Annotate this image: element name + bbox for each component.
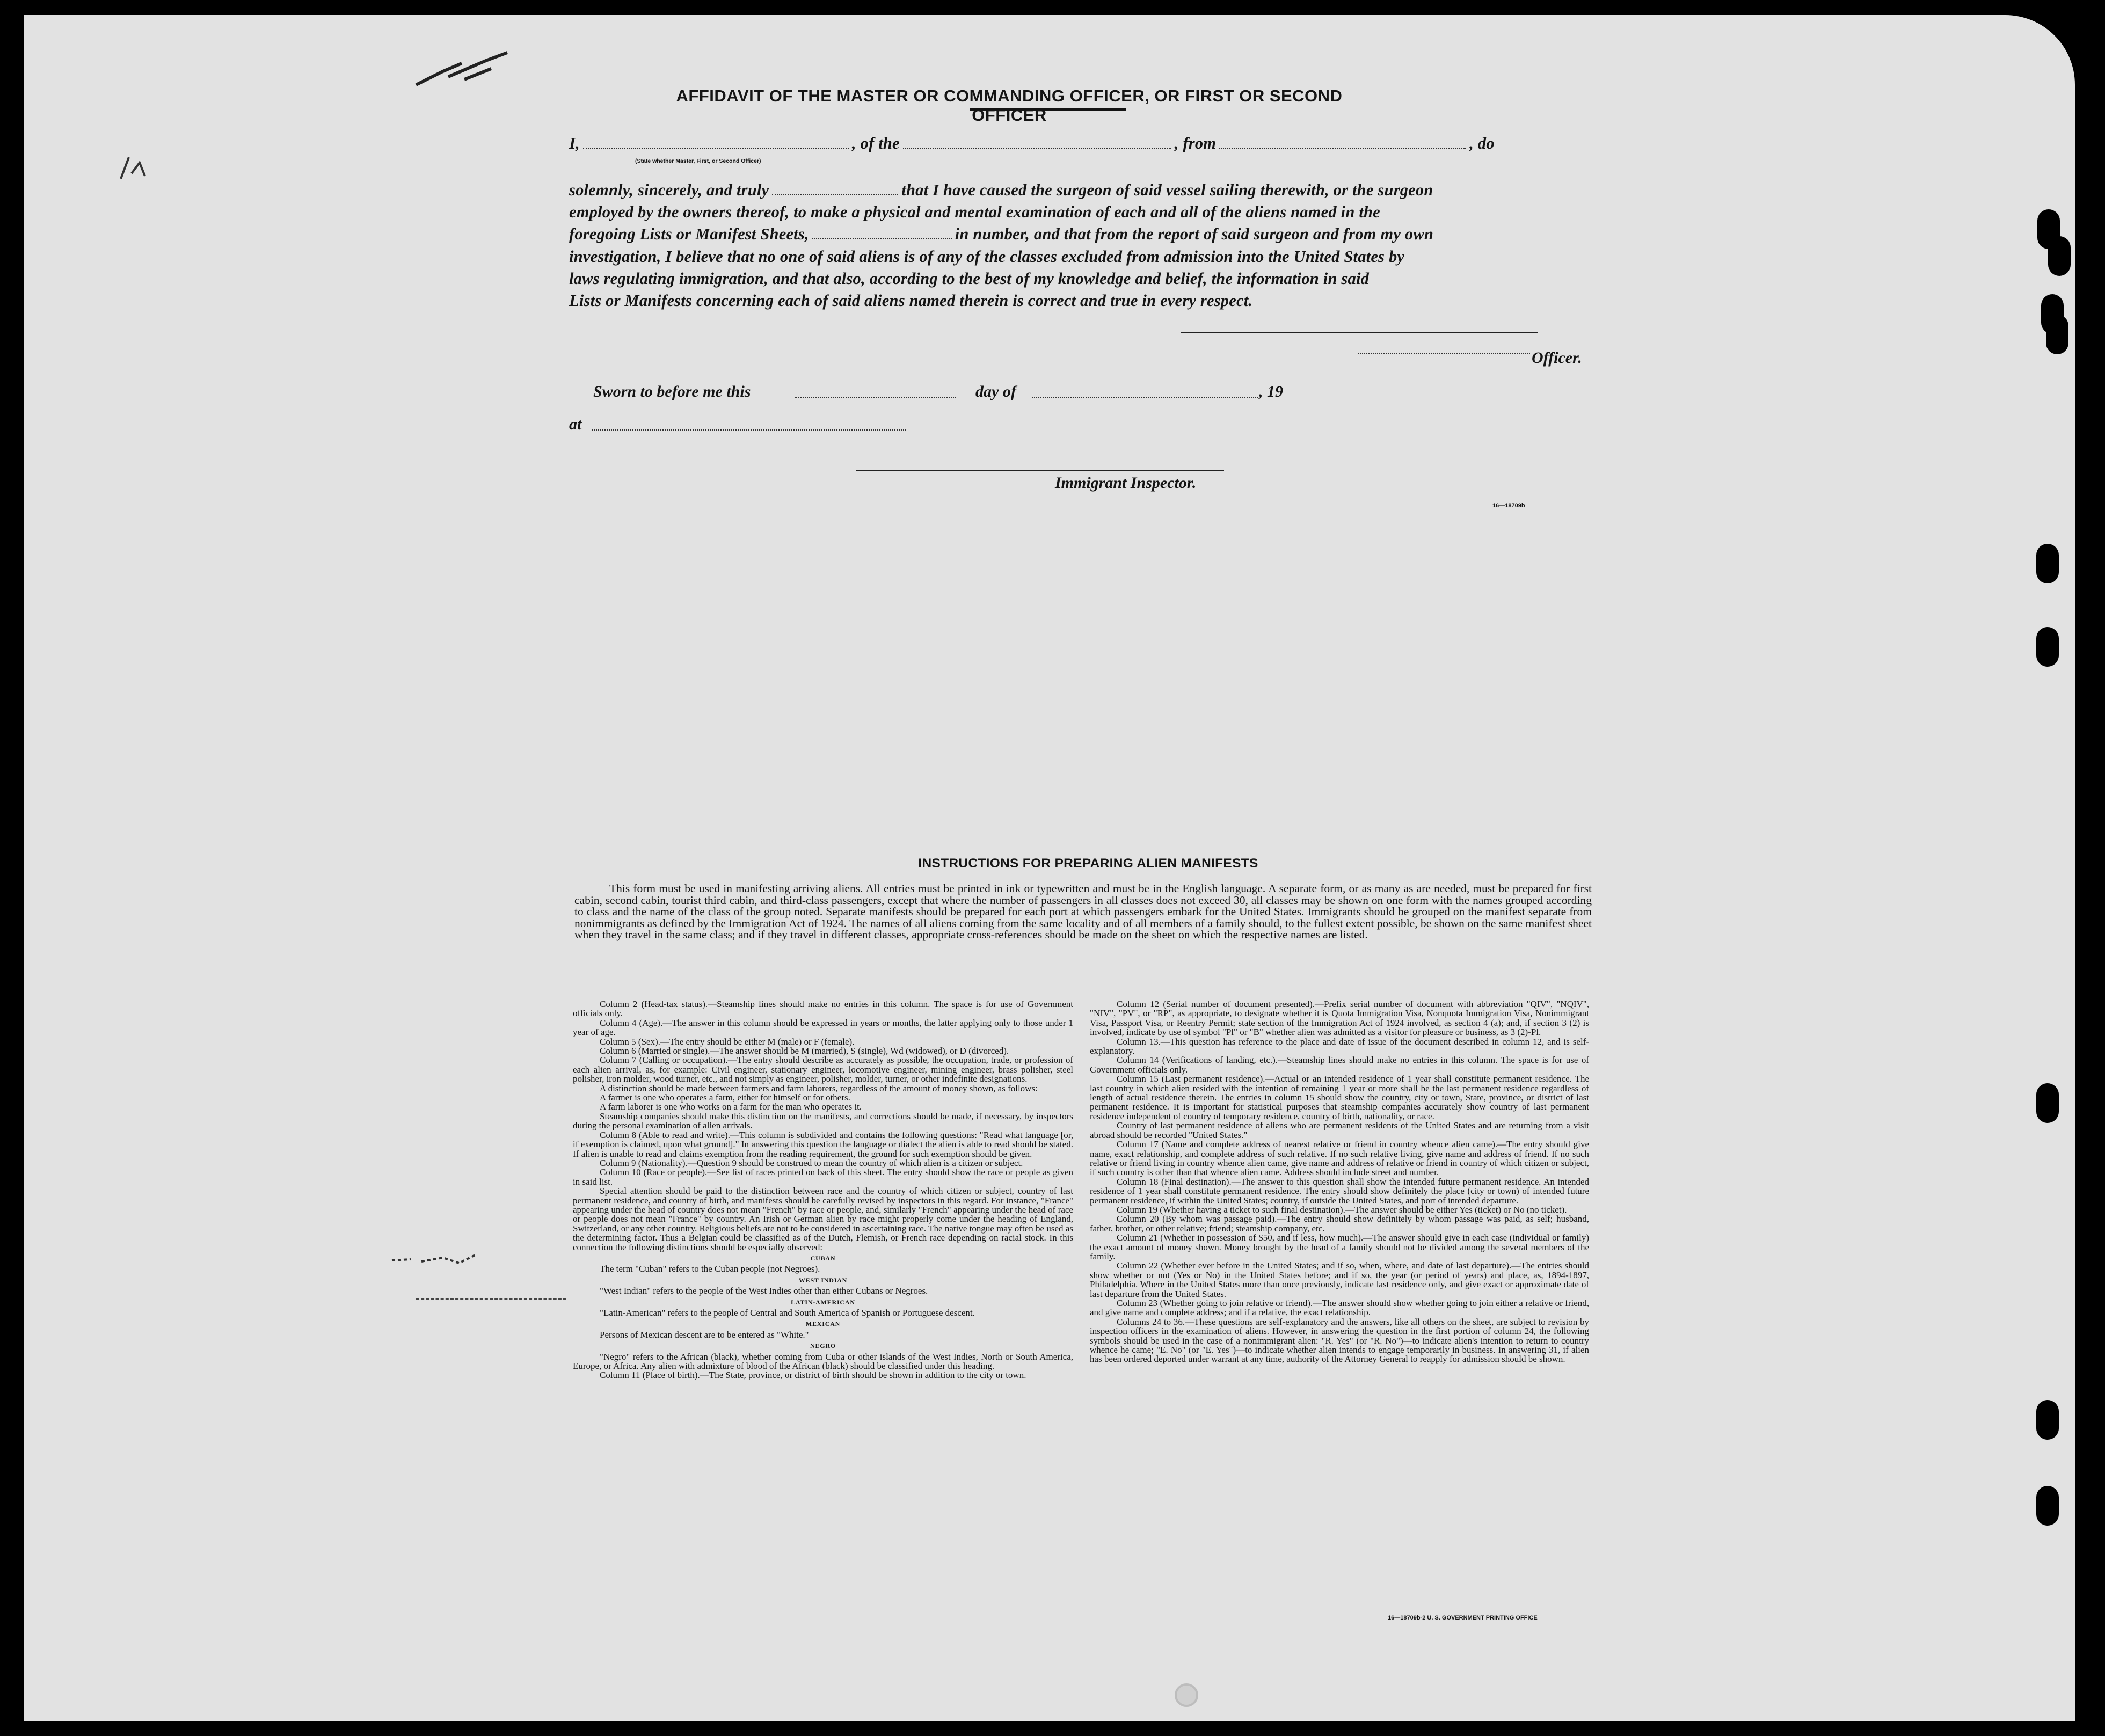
affidavit-of-the: , of the bbox=[851, 134, 900, 152]
affidavit-line-6: laws regulating immigration, and that also, according to the best of my knowledge and belief, the information in said bbox=[569, 269, 1370, 288]
affidavit-line-3: employed by the owners thereof, to make a physical and mental examination of each and all of the aliens named in the bbox=[569, 203, 1380, 221]
instruction-paragraph: "Latin-American" refers to the people of Central and South America of Spanish or Portuguese descent. bbox=[600, 1308, 975, 1318]
year-label: , 19 bbox=[1259, 383, 1283, 400]
instruction-paragraph: Columns 24 to 36.—These questions are self-explanatory and the answers, like all others on the sheet, are subject to revision by inspection officers in the examination of aliens. However, in answering the question in the first portion of column 24, the following symbols should be used in the case of a nonimmigrant alien: "R. Yes" (or "R. No")—to indicate alien's intention to return to country whence he came; "E. No" (or "E. Yes")—to indicate whether alien intends to engage temporarily in business. In answering 31, if alien has been ordered deported under warrant at any time, authority of the Attorney General to reapply for admission should be shown. bbox=[1090, 1316, 1589, 1365]
subheading-mexican: MEXICAN bbox=[805, 1320, 841, 1328]
instruction-paragraph: A farm laborer is one who works on a farm for the man who operates it. bbox=[600, 1102, 862, 1112]
officer-rank-field[interactable] bbox=[1358, 353, 1530, 354]
punch-hole bbox=[2036, 544, 2059, 583]
instruction-paragraph: Column 9 (Nationality).—Question 9 should be construed to mean the country of which alien is a citizen or subject. bbox=[600, 1157, 1023, 1168]
punch-hole bbox=[2036, 1486, 2059, 1526]
affidavit-line-5: investigation, I believe that no one of said aliens is of any of the classes excluded from admission into the United States by bbox=[569, 247, 1405, 266]
punch-hole bbox=[2036, 627, 2059, 667]
subheading-negro: NEGRO bbox=[810, 1342, 836, 1350]
pencil-mark bbox=[416, 1298, 566, 1300]
affidavit-text: that I have caused the surgeon of said vessel sailing therewith, or the surgeon bbox=[901, 181, 1433, 199]
day-field[interactable] bbox=[795, 397, 956, 398]
instruction-paragraph: Special attention should be paid to the distinction between race and the country of which citizen or subject, country of last permanent residence, and country of birth, and manifests should be carefully revised by inspectors in this regard. For instance, "France" appearing under the head of country does not mean "French" by race or people, and, similarly "French" appearing under the head of race or people does not mean "France" by country. An Irish or German alien by race might properly come under the heading of England, Switzerland, or any other country. Religious beliefs are not to be considered in ascertaining race. The native tongue may often be used as the determining factor. Thus a Belgian could be classified as of the Dutch, Flemish, or French race depending on racial stock. In this connection the following distinctions should be especially observed: bbox=[573, 1186, 1073, 1252]
instructions-intro: This form must be used in manifesting arriving aliens. All entries must be printed in ink or typewritten and must be in the English language. A separate form, or as many as are needed, must be prepared for first cabin, second cabin, tourist third cabin, and third-class passengers, except that where the number of passengers in all classes does not exceed 30, all classes may be shown on one form with the names grouped according to class and the name of the class of the group noted. Separate manifests should be prepared for each port at which passengers embark for the United States. Immigrants should be grouped on the manifest separate from nonimmigrants as defined by the Immigration Act of 1924. The names of all aliens coming from the same locality and of all members of a family should, to the fullest extent possible, be shown on the same manifest sheet when they travel in the same class; and if they travel in different classes, appropriate cross-references should be made on the sheet on which the respective names are listed. bbox=[574, 882, 1592, 941]
port-from-field[interactable] bbox=[1219, 147, 1466, 149]
affidavit-line-1 bbox=[569, 134, 1592, 153]
pencil-mark bbox=[411, 47, 513, 96]
instruction-paragraph: Column 21 (Whether in possession of $50, and if less, how much).—The answer should give in each case (individual or family) the exact amount of money shown. Money brought by the head of a family should not be divided among the several members of the family. bbox=[1090, 1232, 1589, 1261]
vessel-name-field[interactable] bbox=[903, 147, 1171, 149]
instruction-paragraph: Column 6 (Married or single).—The answer should be M (married), S (single), Wd (widowed), or D (divorced). bbox=[600, 1046, 1009, 1056]
officer-name-field[interactable] bbox=[583, 147, 849, 149]
sworn-label: Sworn to before me this bbox=[593, 383, 751, 400]
number-field[interactable] bbox=[772, 193, 898, 195]
instruction-paragraph: Column 12 (Serial number of document presented).—Prefix serial number of document with abbreviation "QIV", "NQIV", "NIV", "PV", or "RP", as appropriate, to designate whether it is Quota Immigration Visa, Nonquota Immigration Visa, Nonimmigrant Visa, Passport Visa, or Reentry Permit; state section of the Immigration Act of 1924 involved, as section 4 (a); and, if section 3 (2) is involved, indicate by use of symbol "Pl" or "B" whether alien was admitted as a visitor for pleasure or business, as 3 (2)-Pl. bbox=[1090, 999, 1589, 1038]
affidavit-line-4 bbox=[569, 225, 1592, 244]
officer-signature-line[interactable] bbox=[1181, 332, 1538, 333]
subheading-cuban: CUBAN bbox=[810, 1254, 836, 1262]
instruction-paragraph: Column 13.—This question has reference to the place and date of issue of the document described in column 12, and is self-explanatory. bbox=[1090, 1036, 1589, 1056]
instruction-paragraph: Country of last permanent residence of aliens who are permanent residents of the United States and are returning from a visit abroad should be recorded "United States." bbox=[1090, 1120, 1589, 1140]
punch-hole bbox=[2036, 1083, 2059, 1123]
stain-mark bbox=[1170, 1679, 1203, 1711]
instructions-left-column bbox=[573, 1000, 1073, 1380]
instruction-paragraph: Column 5 (Sex).—The entry should be either M (male) or F (female). bbox=[600, 1036, 855, 1047]
subheading-west-indian: WEST INDIAN bbox=[798, 1276, 848, 1284]
printing-office-footer: 16—18709b-2 U. S. GOVERNMENT PRINTING OFFICE bbox=[1388, 1615, 1538, 1621]
instruction-paragraph: Column 14 (Verifications of landing, etc.).—Steamship lines should make no entries in this column. The space is for use of Government officials only. bbox=[1090, 1055, 1589, 1075]
sheet-count-field[interactable] bbox=[812, 237, 952, 239]
officer-note: (State whether Master, First, or Second Officer) bbox=[635, 158, 761, 164]
instruction-paragraph: A farmer is one who operates a farm, either for himself or for others. bbox=[600, 1092, 850, 1103]
manifest-sheet bbox=[24, 15, 2075, 1721]
form-code: 16—18709b bbox=[1492, 502, 1525, 509]
pencil-mark bbox=[389, 1244, 497, 1271]
instructions-right-column bbox=[1090, 1000, 1589, 1364]
affidavit-from: , from bbox=[1174, 134, 1217, 152]
punch-hole bbox=[2046, 315, 2068, 354]
instruction-paragraph: Column 22 (Whether ever before in the United States; and if so, when, where, and date of last departure).—The entries should show whether or not (Yes or No) in the United States before; and if so, the year (or period of years) and place, as, 1894-1897, Philadelphia. Where in the United States more than once previously, indicate last residence only, and give exact or approximate date of last departure from the United States. bbox=[1090, 1260, 1589, 1299]
punch-hole bbox=[2048, 236, 2071, 276]
at-label: at bbox=[569, 415, 582, 433]
affidavit-line-7: Lists or Manifests concerning each of said aliens named therein is correct and true in every respect. bbox=[569, 291, 1253, 310]
officer-label: Officer. bbox=[1532, 349, 1582, 367]
month-field[interactable] bbox=[1032, 397, 1258, 398]
instruction-paragraph: Column 20 (By whom was passage paid).—The entry should show definitely by whom passage was paid, as self; husband, father, brother, or other relative; friend; steamship company, etc. bbox=[1090, 1214, 1589, 1234]
subheading-latin-american: LATIN-AMERICAN bbox=[791, 1298, 855, 1306]
instruction-paragraph: Steamship companies should make this distinction on the manifests, and corrections should be made, if necessary, by inspectors during the personal examination of alien arrivals. bbox=[573, 1111, 1073, 1131]
instruction-paragraph: "West Indian" refers to the people of the West Indies other than either Cubans or Negroes. bbox=[600, 1286, 928, 1296]
inspector-label: Immigrant Inspector. bbox=[1055, 474, 1197, 492]
instruction-paragraph: A distinction should be made between farmers and farm laborers, regardless of the amount of money shown, as follows: bbox=[600, 1083, 1038, 1093]
instruction-paragraph: Column 17 (Name and complete address of nearest relative or friend in country whence alien came).—The entry should give name, exact relationship, and complete address of such relative. If no such relative living, give name and address of friend. If no such relative or friend living in country whence alien came, give name and address of relative or friend in country of which citizen or subject, if such country is other than that whence alien came. Address should include street and number. bbox=[1090, 1139, 1589, 1178]
instruction-paragraph: Column 18 (Final destination).—The answer to this question shall show the intended future permanent residence. An intended residence of 1 year shall constitute permanent residence. The entry should show definitely the place (city or town) of intended future permanent residence, if within the United States; country, if outside the United States, and port of intended departure. bbox=[1090, 1176, 1589, 1206]
instruction-paragraph: Column 19 (Whether having a ticket to such final destination).—The answer should be either Yes (ticket) or No (no ticket). bbox=[1117, 1204, 1567, 1215]
affidavit-title: AFFIDAVIT OF THE MASTER OR COMMANDING OFFICER, OR FIRST OR SECOND OFFICER bbox=[676, 86, 1343, 125]
affidavit-text: in number, and that from the report of said surgeon and from my own bbox=[955, 225, 1434, 243]
place-field[interactable] bbox=[592, 429, 906, 431]
instruction-paragraph: Column 2 (Head-tax status).—Steamship lines should make no entries in this column. The space is for use of Government officials only. bbox=[573, 999, 1073, 1019]
punch-hole bbox=[2036, 1400, 2059, 1440]
instruction-paragraph: The term "Cuban" refers to the Cuban people (not Negroes). bbox=[600, 1264, 820, 1274]
instruction-paragraph: Column 11 (Place of birth).—The State, province, or district of birth should be shown in addition to the city or town. bbox=[600, 1370, 1026, 1381]
instruction-paragraph: Persons of Mexican descent are to be entered as "White." bbox=[600, 1329, 809, 1340]
title-underline bbox=[970, 108, 1126, 111]
inspector-signature-line[interactable] bbox=[856, 470, 1224, 471]
affidavit-line-2 bbox=[569, 181, 1592, 200]
instruction-paragraph: Column 23 (Whether going to join relative or friend).—The answer should show whether going to join either a relative or friend, and give name and complete address; and if a relative, the exact relationship. bbox=[1090, 1298, 1589, 1318]
affidavit-text: foregoing Lists or Manifest Sheets, bbox=[569, 225, 809, 243]
day-of-label: day of bbox=[975, 383, 1016, 400]
instruction-paragraph: Column 8 (Able to read and write).—This column is subdivided and contains the following questions: "Read what language [or, if exemption is claimed, upon what ground]." In answering this question the language or dialect the alien is able to read should be stated. If alien is unable to read and claims exemption from the reading requirement, the ground for such exemption should be given. bbox=[573, 1129, 1073, 1159]
instruction-paragraph: Column 7 (Calling or occupation).—The entry should describe as accurately as possible, the occupation, trade, or profession of each alien arrival, as, for example: Civil engineer, stationary engineer, locomotive engineer, mining engineer, brass polisher, steel polisher, iron molder, wood turner, etc., and not simply as engineer, polisher, molder, turner, or other indefinite designations. bbox=[573, 1055, 1073, 1084]
affidavit-i: I, bbox=[569, 134, 580, 152]
affidavit-text: solemnly, sincerely, and truly bbox=[569, 181, 769, 199]
instruction-paragraph: Column 10 (Race or people).—See list of races printed on back of this sheet. The entry should show the race or people as given in said list. bbox=[573, 1167, 1073, 1187]
instruction-paragraph: Column 15 (Last permanent residence).—Actual or an intended residence of 1 year shall constitute permanent residence. The last country in which alien resided with the intention of remaining 1 year or more shall be the last permanent residence regardless of length of actual residence therein. The entries in column 15 should show the country, city or town, State, province, or district of last permanent residence. It is important for statistical purposes that steamship companies accurately show country of last permanent residence independent of country of temporary residence, country of birth, nationality, or race. bbox=[1090, 1074, 1589, 1121]
pencil-mark bbox=[115, 152, 153, 184]
instruction-paragraph: "Negro" refers to the African (black), whether coming from Cuba or other islands of the West Indies, North or South America, Europe, or Africa. Any alien with admixture of blood of the African (black) should be classified under this heading. bbox=[573, 1351, 1073, 1372]
instruction-paragraph: Column 4 (Age).—The answer in this column should be expressed in years or months, the latter applying only to those under 1 year of age. bbox=[573, 1017, 1073, 1038]
instructions-title: INSTRUCTIONS FOR PREPARING ALIEN MANIFESTS bbox=[918, 856, 1258, 871]
affidavit-do: , do bbox=[1469, 134, 1495, 152]
